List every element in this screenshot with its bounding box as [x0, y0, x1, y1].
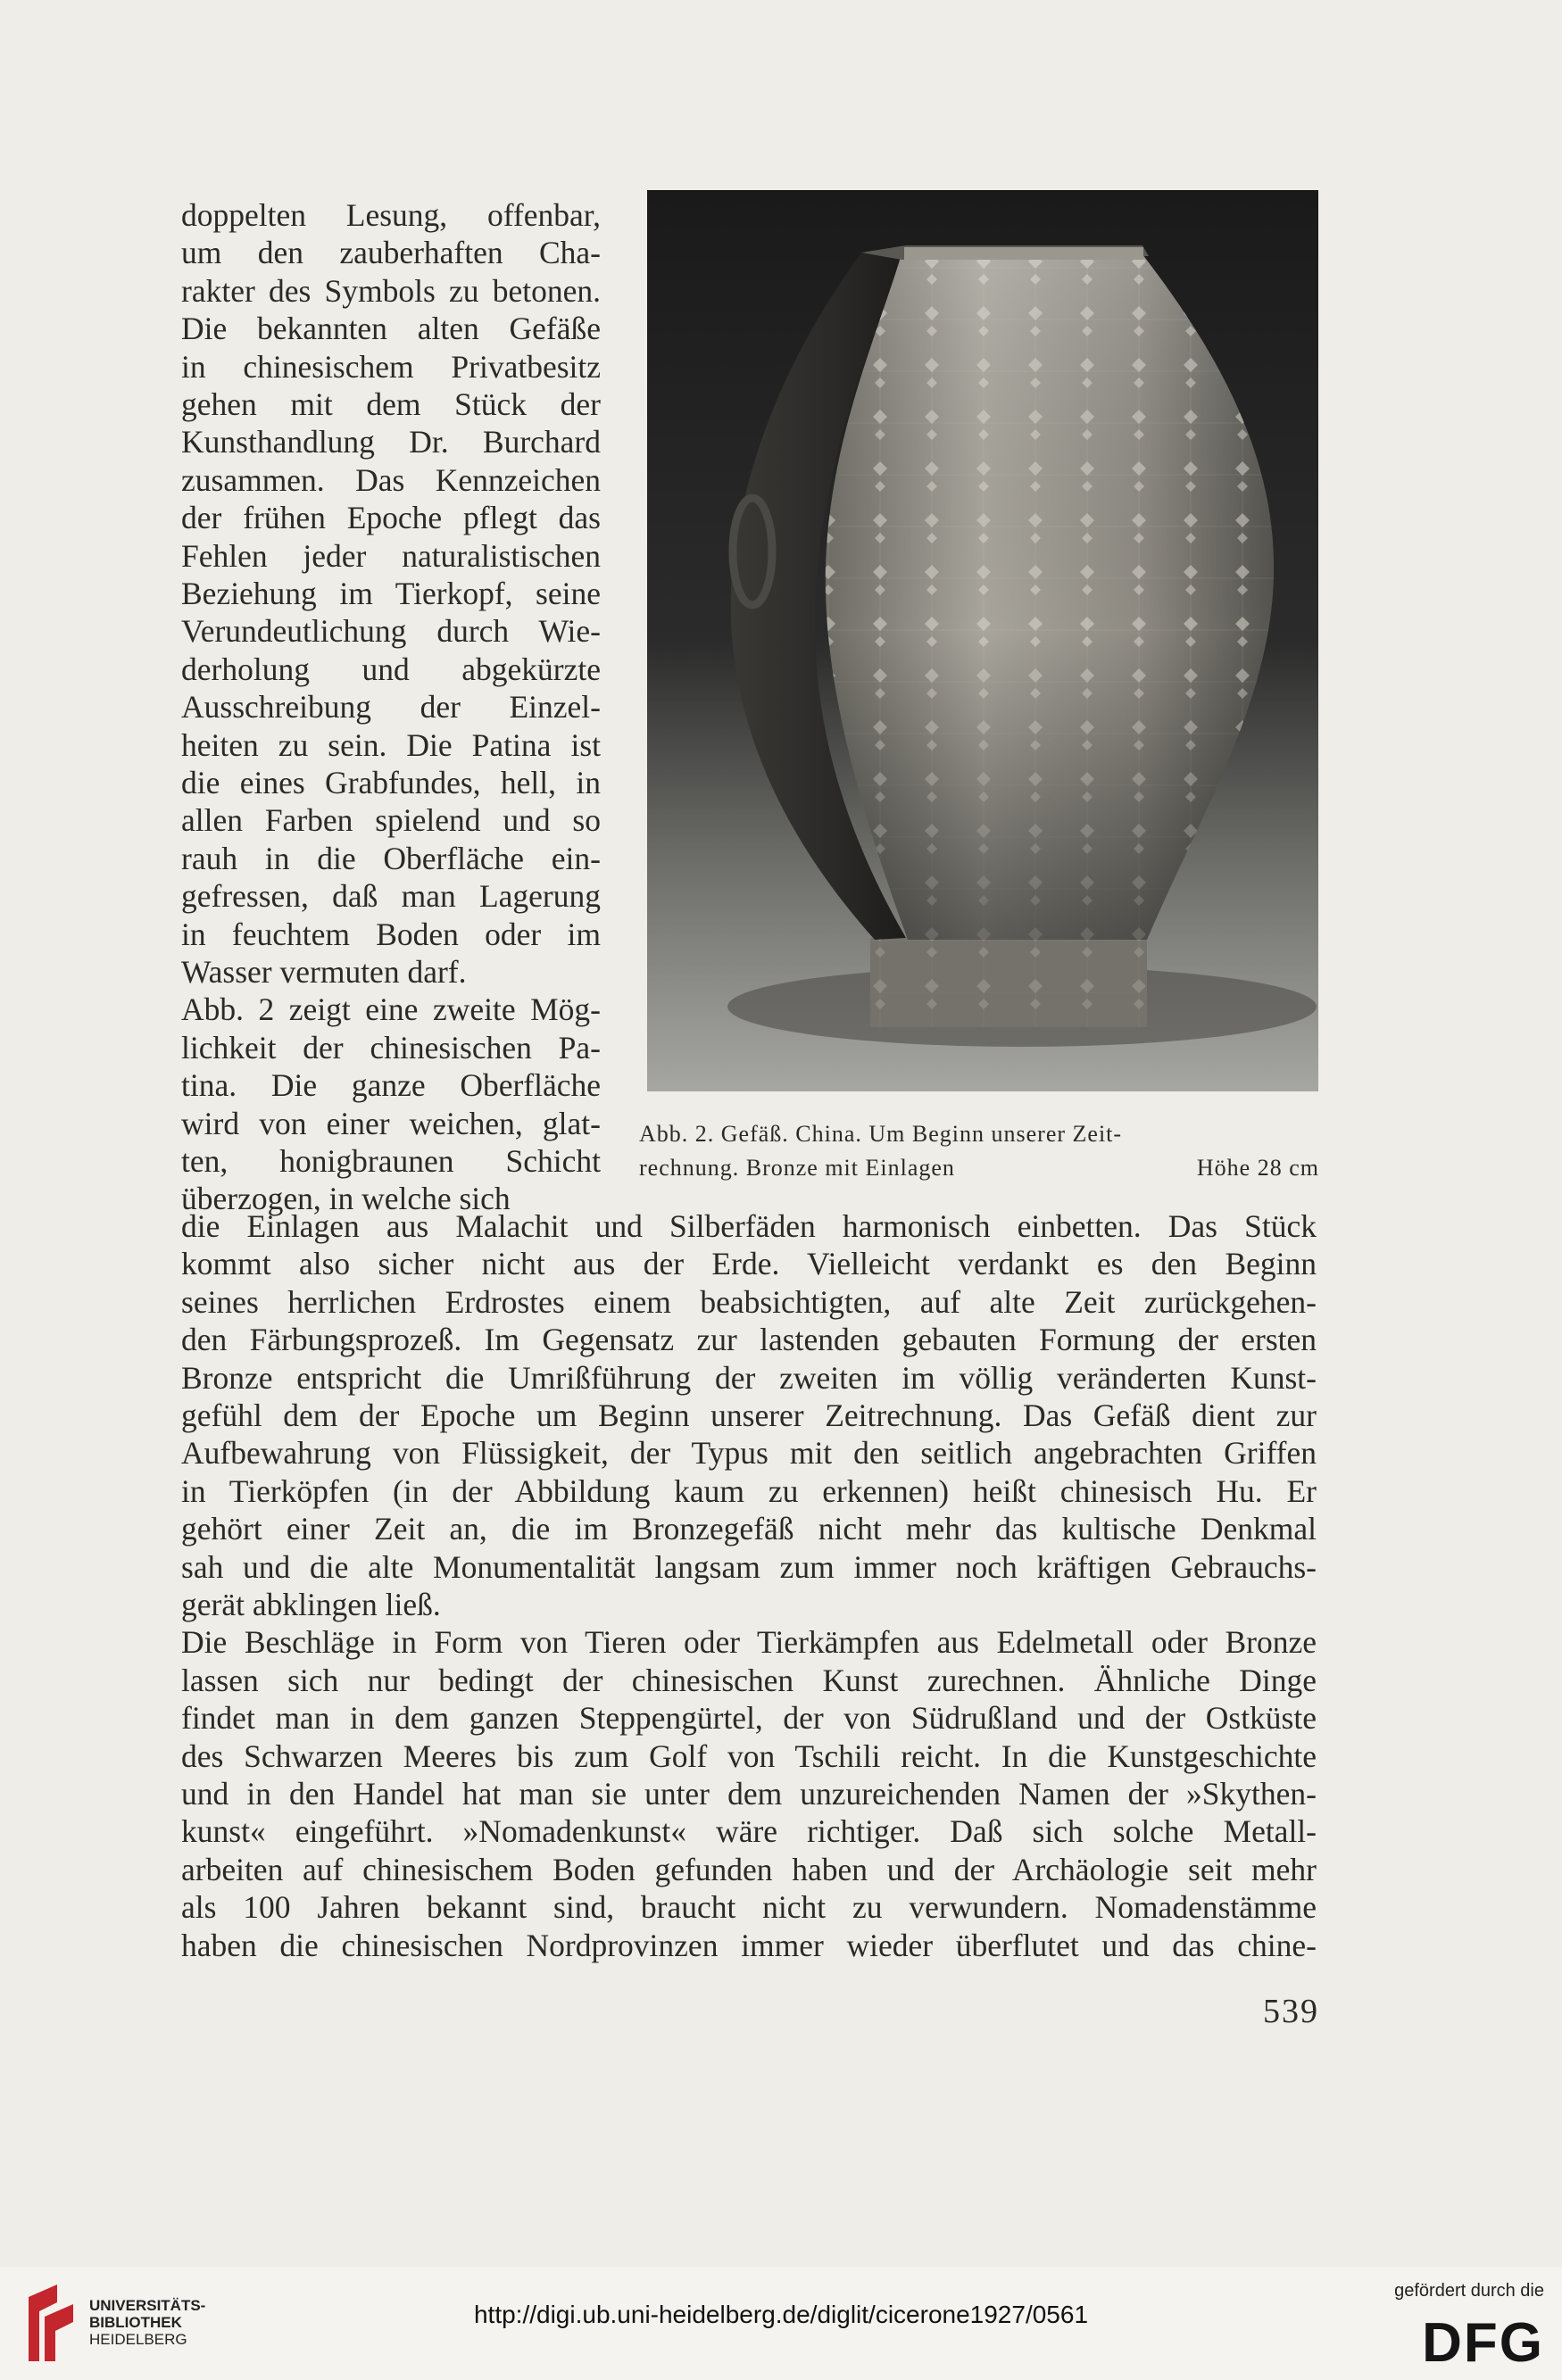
- funding-note: gefördert durch die: [1394, 2281, 1544, 2301]
- text-line: rauh in die Oberfläche ein-: [181, 840, 601, 876]
- text-line: die Einlagen aus Malachit und Silberfäden harmonisch einbetten. Das Stück: [181, 1208, 1317, 1244]
- text-line: in feuchtem Boden oder im: [181, 916, 601, 952]
- text-line: kommt also sicher nicht aus der Erde. Vielleicht verdankt es den Beginn: [181, 1246, 1317, 1282]
- figure-caption-height: Höhe 28 cm: [1196, 1155, 1319, 1181]
- text-line: arbeiten auf chinesischem Boden gefunden haben und der Archäologie seit mehr: [181, 1851, 1317, 1887]
- text-line: gefühl dem der Epoche um Beginn unserer Zeitrechnung. Das Gefäß dient zur: [181, 1397, 1317, 1433]
- text-line: seines herrlichen Erdrostes einem beabsichtigten, auf alte Zeit zurückgehen-: [181, 1283, 1317, 1320]
- text-line: als 100 Jahren bekannt sind, braucht nicht zu verwundern. Nomadenstämme: [181, 1889, 1317, 1926]
- library-name-line-1: UNIVERSITÄTS-: [89, 2297, 206, 2314]
- text-line: Abb. 2 zeigt eine zweite Mög-: [181, 991, 601, 1028]
- text-line: findet man in dem ganzen Steppengürtel, der von Südrußland und der Ostküste: [181, 1700, 1317, 1737]
- text-line: in Tierköpfen (in der Abbildung kaum zu erkennen) heißt chinesisch Hu. Er: [181, 1472, 1317, 1509]
- text-line: und in den Handel hat man sie unter dem unzureichenden Namen der »Skythen-: [181, 1776, 1317, 1812]
- text-line: derholung und abgekürzte: [181, 651, 601, 687]
- text-line: ten, honigbraunen Schicht: [181, 1143, 601, 1179]
- text-line: in chinesischem Privatbesitz: [181, 348, 601, 385]
- text-line: doppelten Lesung, offenbar,: [181, 197, 601, 233]
- text-line: die eines Grabfundes, hell, in: [181, 765, 601, 800]
- dfg-logo: [1391, 2313, 1544, 2365]
- text-line: gehört einer Zeit an, die im Bronzegefäß nicht mehr das kultische Denkmal: [181, 1511, 1317, 1547]
- text-line: Verundeutlichung durch Wie-: [181, 613, 601, 650]
- text-line: zusammen. Das Kennzeichen: [181, 461, 601, 498]
- text-line: Ausschreibung der Einzel-: [181, 689, 601, 726]
- university-library-name: [89, 2297, 205, 2348]
- text-line: heiten zu sein. Die Patina ist: [181, 726, 601, 763]
- text-line: gerät abklingen ließ.: [181, 1587, 441, 1622]
- text-line: kunst« eingeführt. »Nomadenkunst« wäre richtiger. Daß sich solche Metall-: [181, 1813, 1317, 1850]
- figure-caption-material: rechnung. Bronze mit Einlagen: [639, 1155, 955, 1181]
- text-line: Die Beschläge in Form von Tieren oder Tierkämpfen aus Edelmetall oder Bronze: [181, 1624, 1317, 1661]
- text-line: Fehlen jeder naturalistischen: [181, 537, 601, 574]
- figure-caption-line-1: Abb. 2. Gefäß. China. Um Beginn unserer Zeit-: [639, 1121, 1123, 1147]
- text-line: um den zauberhaften Cha-: [181, 235, 601, 271]
- page-number: 539: [1263, 1993, 1319, 2030]
- library-name-line-3: HEIDELBERG: [89, 2331, 187, 2348]
- text-line: Die bekannten alten Gefäße: [181, 311, 601, 347]
- digitization-footer: [0, 2267, 1562, 2380]
- text-line: Beziehung im Tierkopf, seine: [181, 576, 601, 611]
- text-line: überzogen, in welche sich: [181, 1181, 511, 1217]
- text-line: den Färbungsprozeß. Im Gegensatz zur lastenden gebauten Formung der ersten: [181, 1322, 1317, 1358]
- text-line: Kunsthandlung Dr. Burchard: [181, 424, 601, 460]
- library-name-line-2: BIBLIOTHEK: [89, 2314, 182, 2331]
- text-line: lichkeit der chinesischen Pa-: [181, 1029, 601, 1066]
- text-line: wird von einer weichen, glat-: [181, 1105, 601, 1141]
- dfg-logo-text: DFG: [1422, 2313, 1544, 2365]
- permalink-url[interactable]: http://digi.ub.uni-heidelberg.de/diglit/cicerone1927/0561: [473, 2301, 1089, 2328]
- figure-caption-line-2: [639, 1151, 1319, 1185]
- vessel-photograph: [647, 190, 1318, 1091]
- text-line: Wasser vermuten darf.: [181, 954, 467, 990]
- text-line: tina. Die ganze Oberfläche: [181, 1067, 601, 1104]
- text-line: des Schwarzen Meeres bis zum Golf von Tschili reicht. In die Kunstgeschichte: [181, 1737, 1317, 1774]
- university-library-logo: [20, 2281, 82, 2367]
- text-line: der frühen Epoche pflegt das: [181, 500, 601, 536]
- text-line: haben die chinesischen Nordprovinzen immer wieder überflutet und das chine-: [181, 1927, 1317, 1963]
- text-line: gehen mit dem Stück der: [181, 386, 601, 422]
- text-line: gefressen, daß man Lagerung: [181, 878, 601, 915]
- text-line: Aufbewahrung von Flüssigkeit, der Typus mit den seitlich angebrachten Griffen: [181, 1435, 1317, 1472]
- text-line: rakter des Symbols zu betonen.: [181, 272, 601, 309]
- text-line: sah und die alte Monumentalität langsam zum immer noch kräftigen Gebrauchs-: [181, 1548, 1317, 1585]
- text-line: allen Farben spielend und so: [181, 802, 601, 839]
- text-line: Bronze entspricht die Umrißführung der zweiten im völlig veränderten Kunst-: [181, 1359, 1317, 1396]
- text-line: lassen sich nur bedingt der chinesischen Kunst zurechnen. Ähnliche Dinge: [181, 1662, 1317, 1698]
